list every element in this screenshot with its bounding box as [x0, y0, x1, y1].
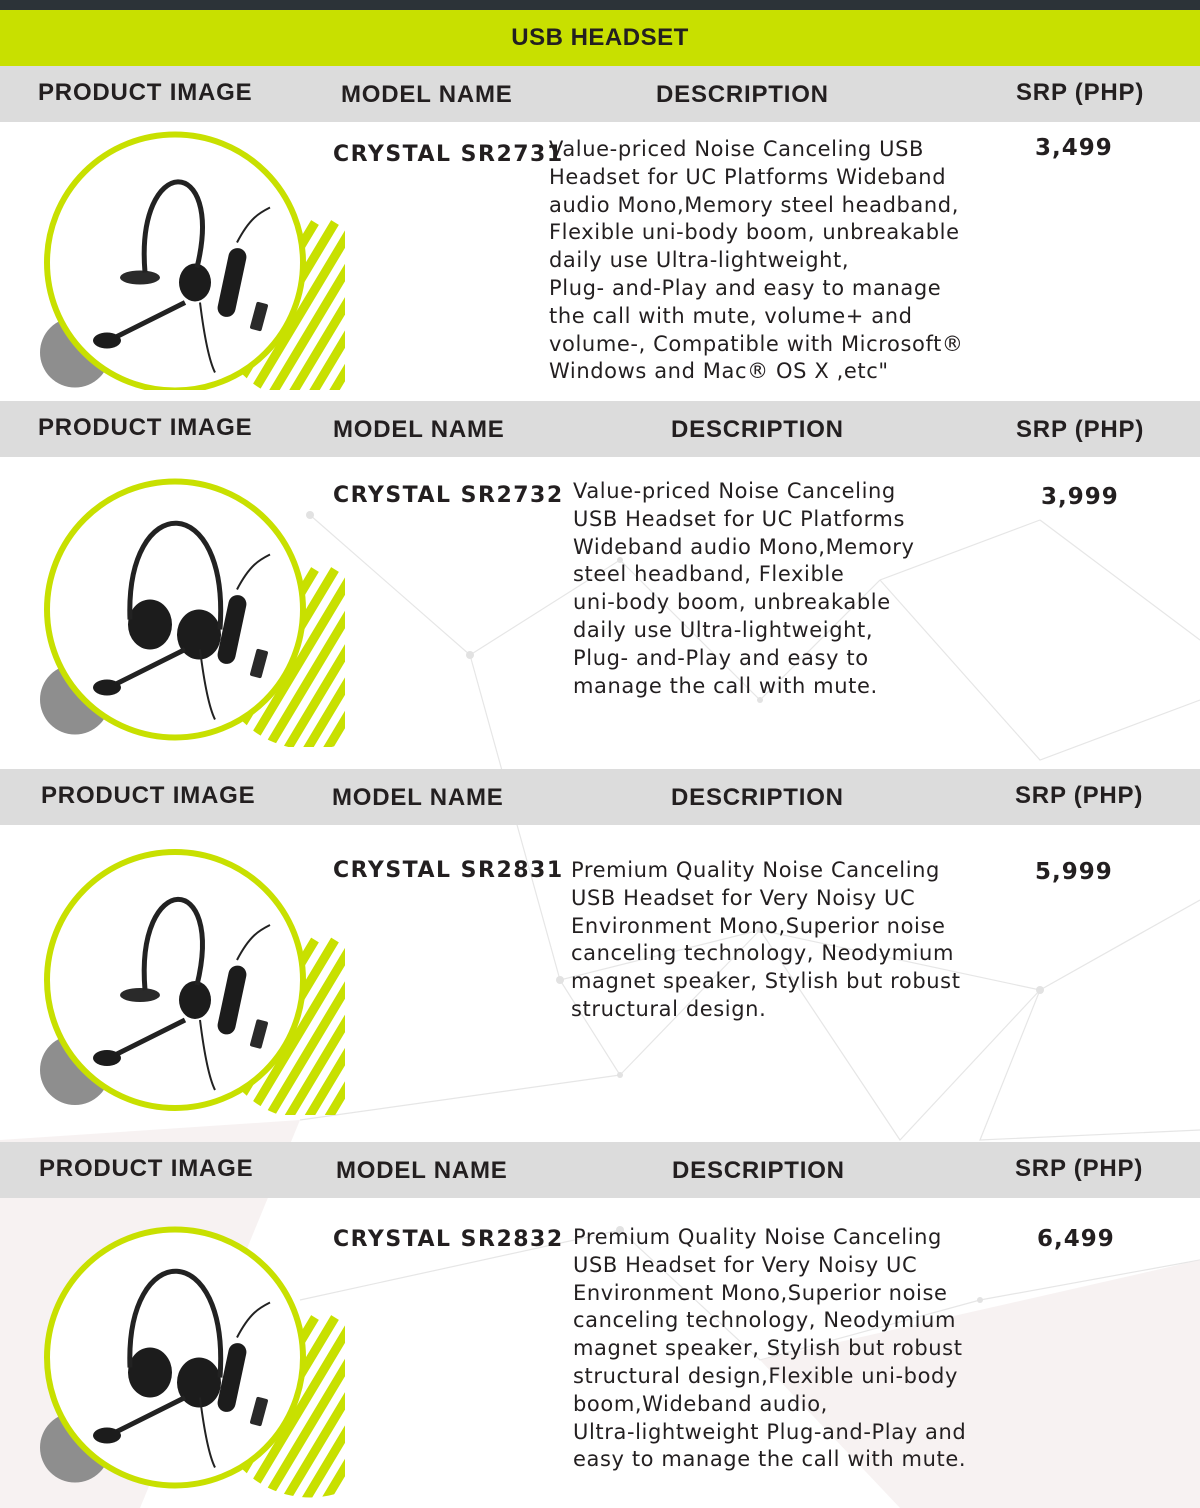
- product-description: Value-priced Noise Canceling USB Headset for UC Platforms Wideband audio Mono,Memory steel headband, Flexible uni-body boom, unbreakable daily use Ultra-lightweight, Plug- and-Play and easy to manage the call with mute.: [573, 479, 915, 698]
- product-price: 5,999: [1035, 859, 1113, 885]
- model-name: CRYSTAL SR2732: [333, 483, 564, 508]
- section-title: USB HEADSET: [511, 24, 689, 51]
- model-name: CRYSTAL SR2731: [333, 142, 564, 167]
- table-header-row: [0, 1142, 1200, 1198]
- header-model-name: MODEL NAME: [333, 416, 505, 443]
- model-name: CRYSTAL SR2832: [333, 1227, 564, 1252]
- table-header-row: [0, 66, 1200, 122]
- header-srp: SRP (PHP): [1016, 416, 1145, 443]
- product-image: [25, 835, 345, 1115]
- product-image: [25, 1205, 345, 1500]
- header-description: DESCRIPTION: [671, 784, 844, 811]
- product-image: [25, 125, 345, 390]
- header-model-name: MODEL NAME: [332, 784, 504, 811]
- product-price: 6,499: [1037, 1226, 1115, 1252]
- header-product-image: PRODUCT IMAGE: [41, 782, 256, 809]
- header-product-image: PRODUCT IMAGE: [39, 1155, 254, 1182]
- header-srp: SRP (PHP): [1015, 782, 1144, 809]
- header-model-name: MODEL NAME: [336, 1157, 508, 1184]
- product-description: Value-priced Noise Canceling USB Headset for UC Platforms Wideband audio Mono,Memory steel headband, Flexible uni-body boom, unbreakable daily use Ultra-lightweight, Plug- and-Play and easy to manage the call with mute, volume+ and volume-, Compatible with Microsoft® Windows and Mac® OS X ,etc": [549, 137, 964, 384]
- table-header-row: [0, 401, 1200, 457]
- model-name: CRYSTAL SR2831: [333, 858, 564, 883]
- section-title-band: [0, 10, 1200, 66]
- header-model-name: MODEL NAME: [341, 81, 513, 108]
- header-product-image: PRODUCT IMAGE: [38, 79, 253, 106]
- header-srp: SRP (PHP): [1015, 1155, 1144, 1182]
- product-image: [25, 462, 345, 747]
- product-description: Premium Quality Noise Canceling USB Headset for Very Noisy UC Environment Mono,Superior noise canceling technology, Neodymium magnet speaker, Stylish but robust structural design,Flexible uni-body boom,Wideband audio, Ultra-lightweight Plug-and-Play and easy to manage the call with mute.: [573, 1225, 967, 1472]
- product-price: 3,499: [1035, 135, 1113, 161]
- table-header-row: [0, 769, 1200, 825]
- header-srp: SRP (PHP): [1016, 79, 1145, 106]
- product-description: Premium Quality Noise Canceling USB Headset for Very Noisy UC Environment Mono,Superior noise canceling technology, Neodymium magnet speaker, Stylish but robust structural design.: [571, 858, 961, 1021]
- header-product-image: PRODUCT IMAGE: [38, 414, 253, 441]
- header-description: DESCRIPTION: [671, 416, 844, 443]
- header-description: DESCRIPTION: [656, 81, 829, 108]
- top-bar: [0, 0, 1200, 10]
- header-description: DESCRIPTION: [672, 1157, 845, 1184]
- product-price: 3,999: [1041, 484, 1119, 510]
